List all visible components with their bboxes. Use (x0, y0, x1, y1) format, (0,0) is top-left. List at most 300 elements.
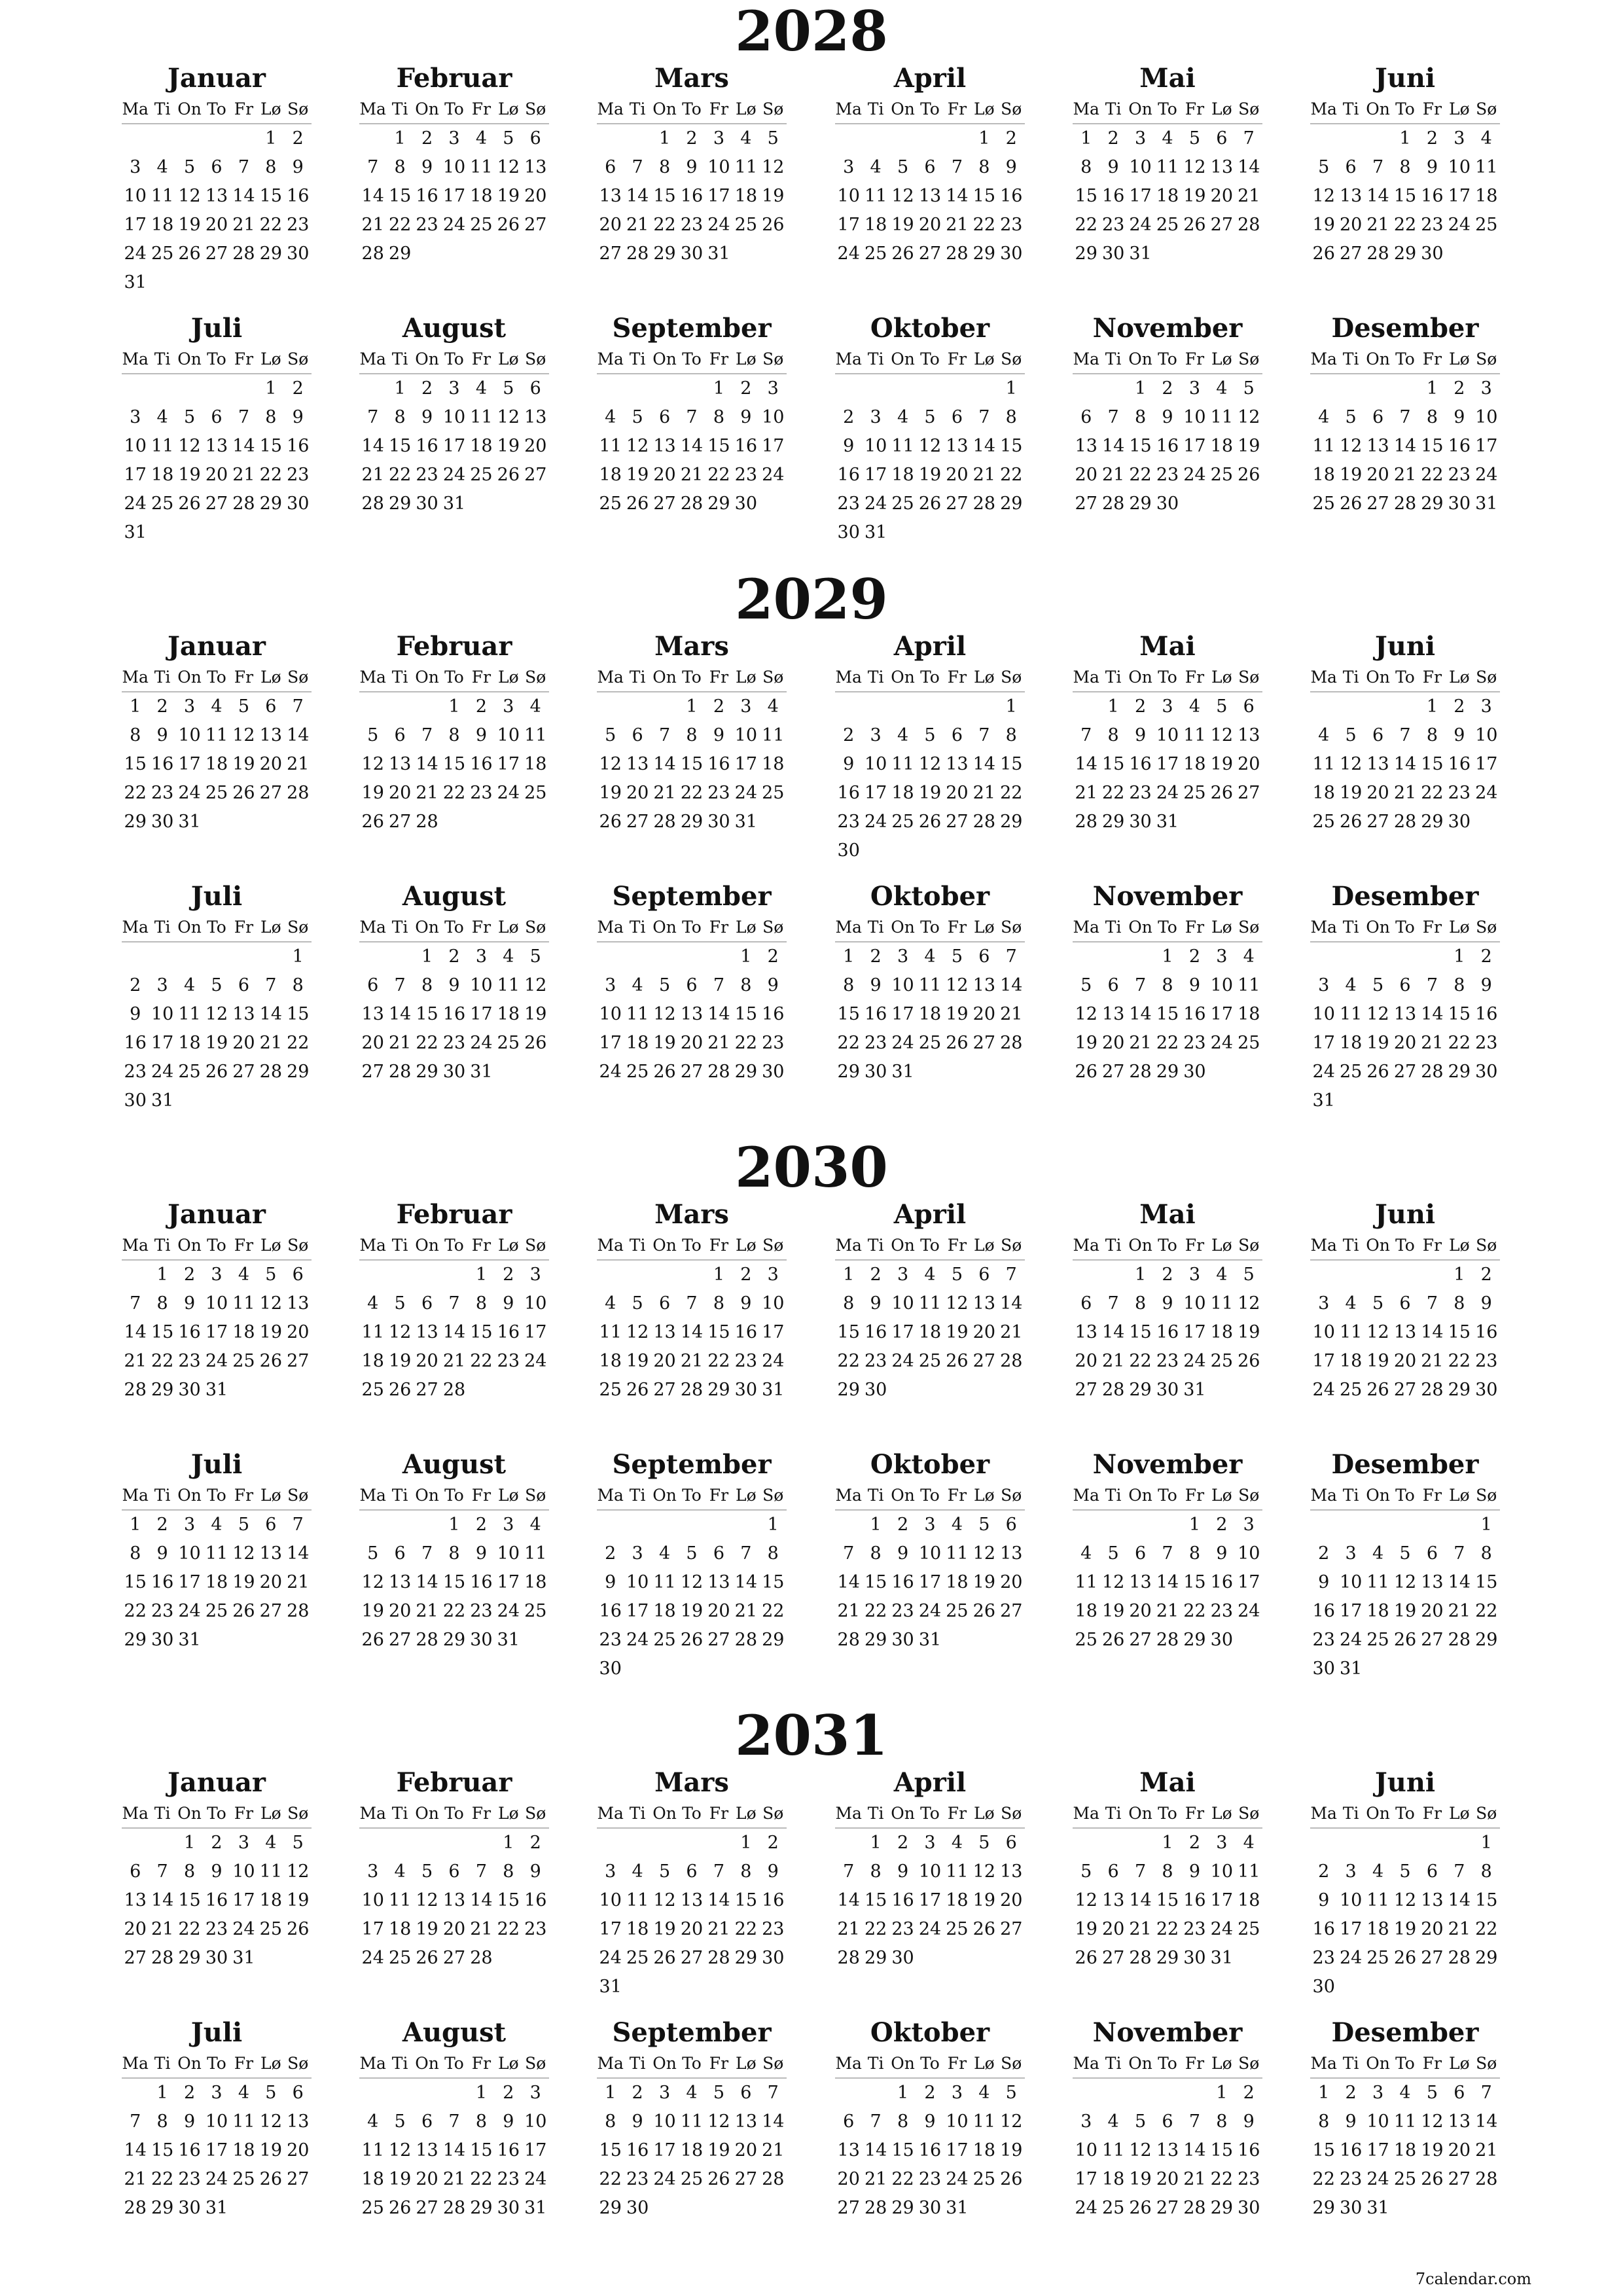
day-number: 28 (416, 812, 438, 832)
day-number: 14 (232, 186, 255, 206)
day-number: 18 (599, 465, 622, 485)
day-number: 5 (1243, 378, 1255, 399)
day-number: 13 (653, 436, 676, 456)
day-number: 10 (1210, 1861, 1234, 1882)
month-name: Mars (654, 631, 729, 662)
day-number: 30 (124, 1090, 147, 1111)
day-number: 3 (1188, 1265, 1201, 1285)
day-number: 21 (416, 783, 438, 803)
day-number: 6 (978, 946, 990, 967)
month-block (359, 1449, 549, 1655)
weekday-label: On (1128, 1804, 1152, 1823)
day-number: 23 (1183, 1919, 1206, 1939)
day-number: 23 (1238, 2169, 1260, 2189)
day-number: 29 (599, 2198, 622, 2218)
day-number: 7 (1005, 1265, 1017, 1285)
month-name: August (402, 2017, 507, 2048)
day-number: 23 (151, 783, 174, 803)
month-name: Mai (1139, 63, 1196, 94)
day-number: 7 (1162, 1543, 1173, 1564)
day-number: 11 (1366, 1572, 1389, 1592)
day-number: 5 (767, 128, 779, 149)
day-number: 28 (1129, 1948, 1152, 1968)
weekday-label: Lø (973, 1236, 995, 1255)
day-number: 8 (1426, 725, 1438, 745)
day-number: 8 (843, 1293, 855, 1314)
day-number: 11 (232, 1293, 255, 1314)
weekday-header (597, 664, 787, 692)
day-number: 4 (211, 696, 223, 717)
weekday-label: Sø (525, 99, 546, 118)
day-number: 9 (740, 1293, 752, 1314)
day-grid (1310, 2079, 1500, 2223)
day-number: 20 (653, 465, 676, 485)
day-number: 29 (1210, 2198, 1234, 2218)
weekday-label: Ma (122, 668, 149, 687)
day-number: 29 (259, 493, 283, 514)
day-number: 26 (599, 812, 622, 832)
day-number: 1 (1426, 378, 1438, 399)
day-number: 22 (470, 2169, 493, 2189)
day-number: 31 (1339, 1659, 1363, 1679)
day-number: 10 (1339, 1572, 1363, 1592)
day-number: 12 (918, 436, 942, 456)
day-number: 28 (972, 812, 996, 832)
day-number: 30 (1475, 1062, 1498, 1082)
day-number: 9 (1318, 1890, 1330, 1910)
weekday-label: Lø (973, 918, 995, 937)
weekday-header (122, 1482, 312, 1511)
day-number: 25 (1339, 1380, 1363, 1400)
weekday-label: Ma (835, 350, 862, 368)
day-number: 23 (734, 465, 758, 485)
day-number: 23 (864, 1351, 887, 1371)
day-number: 31 (497, 1630, 520, 1650)
day-number: 12 (1129, 2140, 1152, 2161)
day-number: 8 (503, 1861, 514, 1882)
day-number: 21 (1156, 1601, 1179, 1621)
day-number: 21 (1421, 1351, 1444, 1371)
weekday-label: On (652, 918, 677, 937)
day-number: 31 (1475, 493, 1498, 514)
day-number: 16 (1339, 2140, 1363, 2161)
day-number: 2 (1454, 378, 1465, 399)
day-number: 31 (442, 493, 466, 514)
month-block (122, 313, 312, 547)
weekday-label: To (444, 668, 464, 687)
day-number: 3 (1480, 696, 1492, 717)
weekday-label: Fr (947, 99, 967, 118)
day-number: 20 (707, 1601, 730, 1621)
day-number: 8 (1188, 1543, 1201, 1564)
day-number: 22 (837, 1033, 860, 1053)
day-number: 31 (178, 1630, 201, 1650)
day-number: 22 (124, 783, 147, 803)
day-number: 24 (599, 1062, 622, 1082)
day-number: 7 (292, 696, 304, 717)
day-number: 25 (1475, 215, 1498, 235)
weekday-label: On (891, 668, 915, 687)
month-block (597, 1199, 787, 1405)
month-block (1073, 313, 1262, 518)
month-block (1073, 881, 1262, 1086)
day-number: 20 (734, 2140, 758, 2161)
day-number: 1 (686, 696, 698, 717)
day-number: 11 (470, 407, 493, 427)
day-number: 2 (1107, 128, 1119, 149)
weekday-label: Sø (1238, 668, 1260, 687)
weekday-header (1073, 1232, 1262, 1261)
weekday-label: Ti (391, 1486, 408, 1505)
day-number: 23 (626, 2169, 649, 2189)
day-number: 20 (680, 1033, 704, 1053)
day-number: 30 (864, 1380, 887, 1400)
day-number: 7 (1372, 157, 1384, 177)
day-number: 24 (891, 1351, 914, 1371)
day-number: 29 (1475, 1948, 1498, 1968)
weekday-label: Sø (525, 918, 546, 937)
day-number: 29 (1448, 1380, 1471, 1400)
day-number: 28 (946, 243, 969, 264)
day-number: 18 (1210, 436, 1234, 456)
weekday-label: Ma (1310, 350, 1337, 368)
day-grid (122, 1511, 312, 1655)
weekday-label: Ti (391, 1236, 408, 1255)
day-number: 6 (394, 725, 406, 745)
day-number: 25 (497, 1033, 520, 1053)
day-number: 5 (211, 975, 223, 996)
month-block (835, 881, 1025, 1086)
day-number: 16 (1312, 1919, 1335, 1939)
day-number: 13 (232, 1004, 255, 1024)
day-number: 11 (1475, 157, 1498, 177)
day-number: 17 (1339, 1919, 1363, 1939)
day-number: 15 (1129, 436, 1152, 456)
month-name: Desember (1331, 2017, 1479, 2048)
weekday-label: Ti (629, 350, 646, 368)
day-number: 5 (183, 407, 196, 427)
day-number: 14 (1101, 1322, 1125, 1342)
day-number: 24 (442, 215, 466, 235)
day-number: 1 (1454, 946, 1465, 967)
day-number: 16 (1156, 436, 1179, 456)
weekday-label: Ma (122, 1236, 149, 1255)
day-number: 1 (156, 2083, 168, 2103)
day-number: 10 (1475, 725, 1498, 745)
day-number: 28 (1101, 1380, 1125, 1400)
day-number: 22 (707, 465, 730, 485)
day-number: 27 (416, 2198, 438, 2218)
day-number: 21 (972, 465, 996, 485)
day-number: 26 (972, 1601, 996, 1621)
day-number: 6 (394, 1543, 406, 1564)
day-number: 19 (1366, 1033, 1389, 1053)
day-number: 20 (442, 1919, 466, 1939)
day-number: 14 (837, 1890, 860, 1910)
day-number: 3 (632, 1543, 643, 1564)
day-number: 9 (529, 1861, 541, 1882)
day-number: 26 (1339, 493, 1363, 514)
weekday-label: Fr (1185, 1236, 1205, 1255)
day-number: 27 (734, 2169, 758, 2189)
day-number: 4 (238, 1265, 250, 1285)
day-number: 28 (1421, 1062, 1444, 1082)
day-number: 10 (1312, 1004, 1335, 1024)
day-number: 29 (864, 1948, 887, 1968)
day-number: 24 (442, 465, 466, 485)
day-number: 4 (475, 378, 488, 399)
weekday-label: Sø (1001, 350, 1022, 368)
day-number: 24 (599, 1948, 622, 1968)
day-number: 11 (1210, 1293, 1234, 1314)
day-number: 10 (1312, 1322, 1335, 1342)
day-number: 19 (178, 215, 201, 235)
day-number: 2 (843, 725, 855, 745)
day-number: 21 (707, 1033, 730, 1053)
day-number: 6 (292, 2083, 304, 2103)
day-number: 16 (1183, 1004, 1206, 1024)
day-number: 1 (130, 696, 141, 717)
day-number: 28 (287, 783, 310, 803)
day-number: 19 (178, 465, 201, 485)
day-grid (1073, 1511, 1262, 1655)
day-number: 12 (946, 1293, 969, 1314)
day-number: 8 (394, 157, 406, 177)
day-number: 27 (124, 1948, 147, 1968)
day-number: 21 (1238, 186, 1260, 206)
day-number: 11 (361, 2140, 384, 2161)
day-number: 20 (1075, 465, 1097, 485)
day-number: 18 (388, 1919, 412, 1939)
day-number: 13 (1339, 186, 1363, 206)
day-number: 15 (864, 1890, 887, 1910)
day-number: 14 (287, 1543, 310, 1564)
day-number: 28 (734, 1630, 758, 1650)
weekday-label: Sø (287, 668, 309, 687)
day-number: 12 (1101, 1572, 1125, 1592)
day-number: 13 (287, 2111, 310, 2132)
day-number: 4 (1318, 725, 1330, 745)
day-number: 4 (1243, 946, 1255, 967)
day-number: 2 (897, 1515, 909, 1535)
day-number: 10 (124, 436, 147, 456)
day-number: 6 (1107, 1861, 1119, 1882)
day-number: 18 (361, 1351, 384, 1371)
month-name: Desember (1331, 881, 1479, 912)
weekday-label: Fr (947, 668, 967, 687)
day-number: 6 (924, 157, 936, 177)
day-number: 22 (259, 215, 283, 235)
weekday-label: On (1366, 918, 1390, 937)
day-number: 17 (1183, 1322, 1206, 1342)
day-number: 10 (497, 725, 520, 745)
day-number: 29 (680, 812, 704, 832)
day-number: 18 (891, 465, 914, 485)
weekday-label: Ma (1310, 99, 1337, 118)
day-number: 2 (130, 975, 141, 996)
weekday-label: To (682, 99, 702, 118)
weekday-label: Lø (1211, 1236, 1232, 1255)
day-number: 22 (762, 1601, 785, 1621)
day-number: 9 (292, 407, 304, 427)
month-block (597, 881, 787, 1086)
weekday-label: Sø (762, 1236, 784, 1255)
day-number: 30 (1339, 2198, 1363, 2218)
day-number: 14 (1156, 1572, 1179, 1592)
day-number: 16 (151, 1572, 174, 1592)
day-number: 22 (1129, 1351, 1152, 1371)
weekday-label: Lø (1211, 2054, 1232, 2073)
day-number: 22 (470, 1351, 493, 1371)
weekday-label: Lø (1211, 918, 1232, 937)
day-number: 5 (1080, 1861, 1092, 1882)
day-number: 8 (740, 1861, 752, 1882)
day-number: 3 (1080, 2111, 1092, 2132)
day-number: 16 (287, 186, 310, 206)
day-number: 3 (367, 1861, 379, 1882)
weekday-label: Fr (1422, 99, 1442, 118)
day-number: 5 (924, 725, 936, 745)
weekday-label: Fr (234, 350, 254, 368)
day-number: 16 (124, 1033, 147, 1053)
day-number: 10 (762, 407, 785, 427)
day-number: 14 (946, 186, 969, 206)
day-number: 15 (1421, 436, 1444, 456)
day-number: 8 (130, 1543, 141, 1564)
day-number: 21 (680, 1351, 704, 1371)
day-number: 1 (897, 2083, 909, 2103)
day-number: 25 (524, 783, 547, 803)
year-title: 2028 (735, 0, 888, 63)
day-number: 2 (1480, 1265, 1492, 1285)
day-number: 11 (1238, 1861, 1260, 1882)
day-number: 17 (232, 1890, 255, 1910)
weekday-label: Ti (867, 668, 884, 687)
weekday-label: On (177, 668, 202, 687)
day-number: 29 (1156, 1062, 1179, 1082)
day-number: 12 (1075, 1004, 1097, 1024)
day-number: 4 (686, 2083, 698, 2103)
month-name: August (402, 1449, 507, 1480)
day-grid (835, 1261, 1025, 1405)
weekday-label: On (415, 1486, 439, 1505)
day-number: 23 (416, 215, 438, 235)
weekday-label: Fr (1185, 668, 1205, 687)
weekday-label: Lø (735, 350, 757, 368)
weekday-label: Sø (1001, 99, 1022, 118)
weekday-label: On (177, 1236, 202, 1255)
day-number: 2 (1134, 696, 1147, 717)
day-number: 13 (734, 2111, 758, 2132)
day-number: 3 (156, 975, 168, 996)
weekday-label: Lø (973, 1486, 995, 1505)
day-number: 29 (416, 1062, 438, 1082)
day-number: 21 (1475, 2140, 1498, 2161)
day-number: 22 (1448, 1351, 1471, 1371)
weekday-header (1310, 914, 1500, 942)
day-number: 30 (1156, 1380, 1179, 1400)
day-number: 30 (734, 1380, 758, 1400)
day-number: 18 (151, 215, 174, 235)
day-number: 16 (680, 186, 704, 206)
day-number: 13 (626, 754, 649, 774)
day-number: 31 (205, 1380, 228, 1400)
day-number: 4 (1107, 2111, 1119, 2132)
day-number: 8 (713, 407, 725, 427)
day-number: 1 (1426, 696, 1438, 717)
day-number: 25 (232, 1351, 255, 1371)
weekday-label: Sø (525, 2054, 546, 2073)
day-number: 12 (946, 975, 969, 996)
day-number: 9 (183, 2111, 196, 2132)
day-number: 29 (1129, 1380, 1152, 1400)
day-number: 19 (1238, 436, 1260, 456)
day-number: 27 (1421, 1948, 1444, 1968)
day-number: 1 (130, 1515, 141, 1535)
day-number: 5 (951, 1265, 963, 1285)
day-number: 19 (680, 1601, 704, 1621)
day-number: 30 (891, 1630, 914, 1650)
weekday-label: Lø (973, 668, 995, 687)
day-number: 27 (388, 1630, 412, 1650)
day-number: 20 (524, 186, 547, 206)
day-number: 19 (1129, 2169, 1152, 2189)
day-number: 27 (1075, 493, 1097, 514)
weekday-label: Lø (260, 350, 281, 368)
day-number: 23 (599, 1630, 622, 1650)
weekday-label: Ti (867, 918, 884, 937)
day-number: 8 (1454, 975, 1465, 996)
day-number: 16 (1183, 1890, 1206, 1910)
day-number: 3 (503, 1515, 514, 1535)
day-number: 14 (1393, 754, 1417, 774)
day-number: 5 (686, 1543, 698, 1564)
day-number: 24 (1475, 465, 1498, 485)
day-number: 19 (1000, 2140, 1023, 2161)
day-number: 24 (497, 783, 520, 803)
day-number: 9 (211, 1861, 223, 1882)
weekday-label: Lø (1211, 668, 1232, 687)
day-number: 8 (292, 975, 304, 996)
day-number: 14 (680, 1322, 704, 1342)
day-number: 4 (1216, 378, 1228, 399)
day-number: 19 (1075, 1033, 1097, 1053)
day-number: 5 (394, 2111, 406, 2132)
day-number: 25 (470, 215, 493, 235)
month-name: Oktober (870, 1449, 990, 1480)
day-number: 6 (448, 1861, 460, 1882)
weekday-label: To (444, 2054, 464, 2073)
day-number: 2 (767, 946, 779, 967)
weekday-label: Ti (629, 1486, 646, 1505)
day-number: 28 (1183, 2198, 1206, 2218)
day-number: 28 (388, 1062, 412, 1082)
day-grid (1310, 374, 1500, 518)
day-number: 17 (1183, 436, 1206, 456)
day-number: 1 (394, 378, 406, 399)
day-number: 6 (686, 975, 698, 996)
day-number: 9 (924, 2111, 936, 2132)
day-number: 15 (1101, 754, 1125, 774)
day-number: 2 (713, 696, 725, 717)
day-number: 27 (259, 783, 283, 803)
day-number: 27 (1393, 1062, 1417, 1082)
day-number: 3 (605, 975, 616, 996)
day-number: 1 (1399, 128, 1411, 149)
weekday-label: To (207, 1486, 226, 1505)
day-number: 18 (626, 1033, 649, 1053)
weekday-label: Ti (1105, 668, 1122, 687)
